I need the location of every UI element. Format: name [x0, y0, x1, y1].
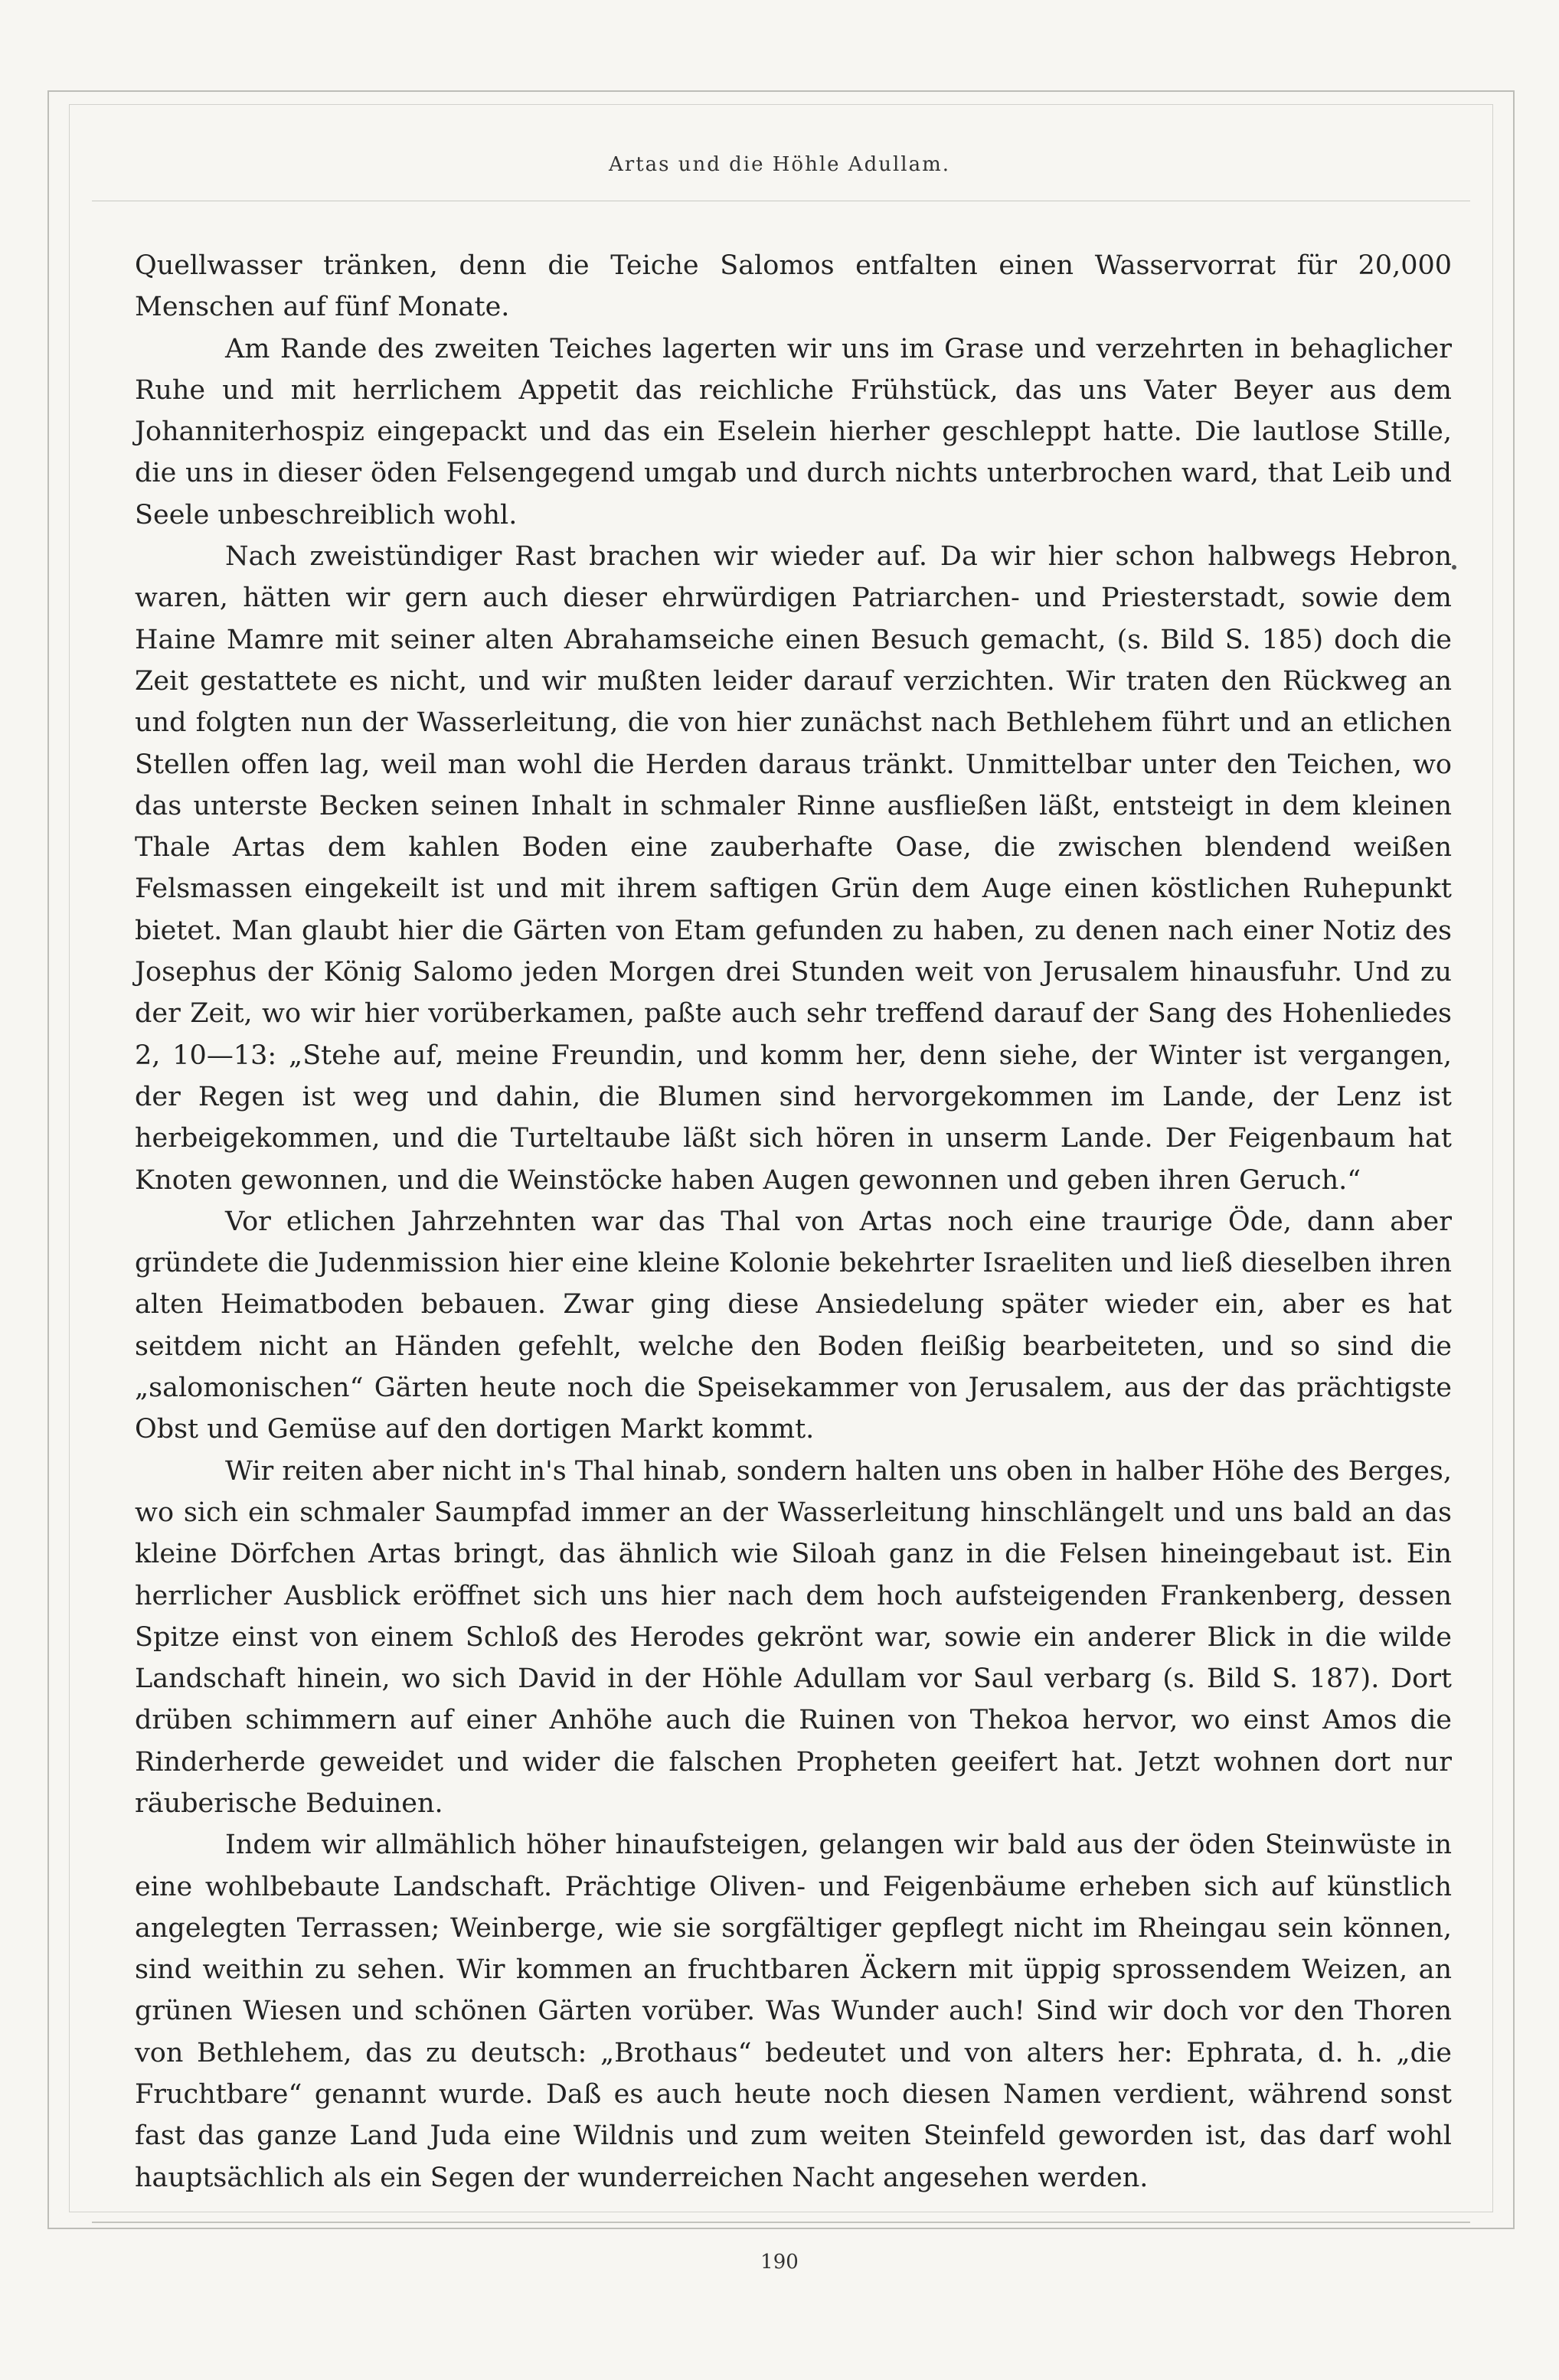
- body-text: [135, 245, 1452, 2199]
- running-header: Artas und die Höhle Adullam.: [608, 153, 951, 176]
- paragraph-6: Indem wir allmählich höher hinaufsteigen, gelangen wir bald aus der öden Steinwüste in eine wohlbebaute Landschaft. Prächtige Oliven- und Feigenbäume erheben sich auf künstlich angelegten Terrassen; Weinberge, wie sie sorgfältiger gepflegt nicht im Rheingau sein können, sind weithin zu sehen. Wir kommen an fruchtbaren Äckern mit üppig sprossendem Weizen, an grünen Wiesen und schönen Gärten vorüber. Was Wunder auch! Sind wir doch vor den Thoren von Bethlehem, das zu deutsch: „Brothaus“ bedeutet und von alters her: Ephrata, d. h. „die Fruchtbare“ genannt wurde. Daß es auch heute noch diesen Namen verdient, während sonst fast das ganze Land Juda eine Wildnis und zum weiten Steinfeld geworden ist, das darf wohl hauptsächlich als ein Segen der wunderreichen Nacht angesehen werden.: [135, 1830, 1452, 2193]
- paragraph-5: Wir reiten aber nicht in's Thal hinab, sondern halten uns oben in halber Höhe des Berges, wo sich ein schmaler Saumpfad immer an der Wasserleitung hinschlängelt und uns bald an das kleine Dörfchen Artas bringt, das ähnlich wie Siloah ganz in die Felsen hineingebaut ist. Ein herrlicher Ausblick eröffnet sich uns hier nach dem hoch aufsteigenden Frankenberg, dessen Spitze einst von einem Schloß des Herodes gekrönt war, sowie ein anderer Blick in die wilde Landschaft hinein, wo sich David in der Höhle Adullam vor Saul verbarg (s. Bild S. 187). Dort drüben schimmern auf einer Anhöhe auch die Ruinen von Thekoa hervor, wo einst Amos die Rinderherde geweidet und wider die falschen Propheten geeifert hat. Jetzt wohnen dort nur räuberische Beduinen.: [135, 1455, 1452, 1819]
- paragraph-4: Vor etlichen Jahrzehnten war das Thal von Artas noch eine traurige Öde, dann aber gründete die Judenmission hier eine kleine Kolonie bekehrter Israeliten und ließ dieselben ihren alten Heimatboden bebauen. Zwar ging diese Ansiedelung später wieder ein, aber es hat seitdem nicht an Händen gefehlt, welche den Boden fleißig bearbeiteten, und so sind die „salomonischen“ Gärten heute noch die Speisekammer von Jerusalem, aus der das prächtigste Obst und Gemüse auf den dortigen Markt kommt.: [135, 1206, 1452, 1445]
- paragraph-2: Am Rande des zweiten Teiches lagerten wir uns im Grase und verzehrten in behaglicher Ruhe und mit herrlichem Appetit das reichliche Frühstück, das uns Vater Beyer aus dem Johanniterhospiz eingepackt und das ein Eselein hierher geschleppt hatte. Die lautlose Stille, die uns in dieser öden Felsengegend umgab und durch nichts unterbrochen ward, that Leib und Seele unbeschreiblich wohl.: [135, 333, 1452, 531]
- page-number: 190: [760, 2251, 799, 2274]
- margin-mark: [1452, 565, 1456, 570]
- paragraph-1: Quellwasser tränken, denn die Teiche Salomos entfalten einen Wasservorrat für 20,000 Menschen auf fünf Monate.: [135, 250, 1452, 323]
- footer-rule: [92, 2222, 1470, 2223]
- paragraph-3: Nach zweistündiger Rast brachen wir wieder auf. Da wir hier schon halbwegs Hebron waren, hätten wir gern auch dieser ehrwürdigen Patriarchen- und Priesterstadt, sowie dem Haine Mamre mit seiner alten Abrahamseiche einen Besuch gemacht, (s. Bild S. 185) doch die Zeit gestattete es nicht, und wir mußten leider darauf verzichten. Wir traten den Rückweg an und folgten nun der Wasserleitung, die von hier zunächst nach Bethlehem führt und an etlichen Stellen offen lag, weil man wohl die Herden daraus tränkt. Unmittelbar unter den Teichen, wo das unterste Becken seinen Inhalt in schmaler Rinne ausfließen läßt, entsteigt in dem kleinen Thale Artas dem kahlen Boden eine zauberhafte Oase, die zwischen blendend weißen Felsmassen eingekeilt ist und mit ihrem saftigen Grün dem Auge einen köstlichen Ruhepunkt bietet. Man glaubt hier die Gärten von Etam gefunden zu haben, zu denen nach einer Notiz des Josephus der König Salomo jeden Morgen drei Stunden weit von Jerusalem hinausfuhr. Und zu der Zeit, wo wir hier vorüberkamen, paßte auch sehr treffend darauf der Sang des Hohenliedes 2, 10—13: „Stehe auf, meine Freundin, und komm her, denn siehe, der Winter ist vergangen, der Regen ist weg und dahin, die Blumen sind hervorgekommen im Lande, der Lenz ist herbeigekommen, und die Turteltaube läßt sich hören in unserm Lande. Der Feigenbaum hat Knoten gewonnen, und die Weinstöcke haben Augen gewonnen und geben ihren Geruch.“: [135, 541, 1452, 1196]
